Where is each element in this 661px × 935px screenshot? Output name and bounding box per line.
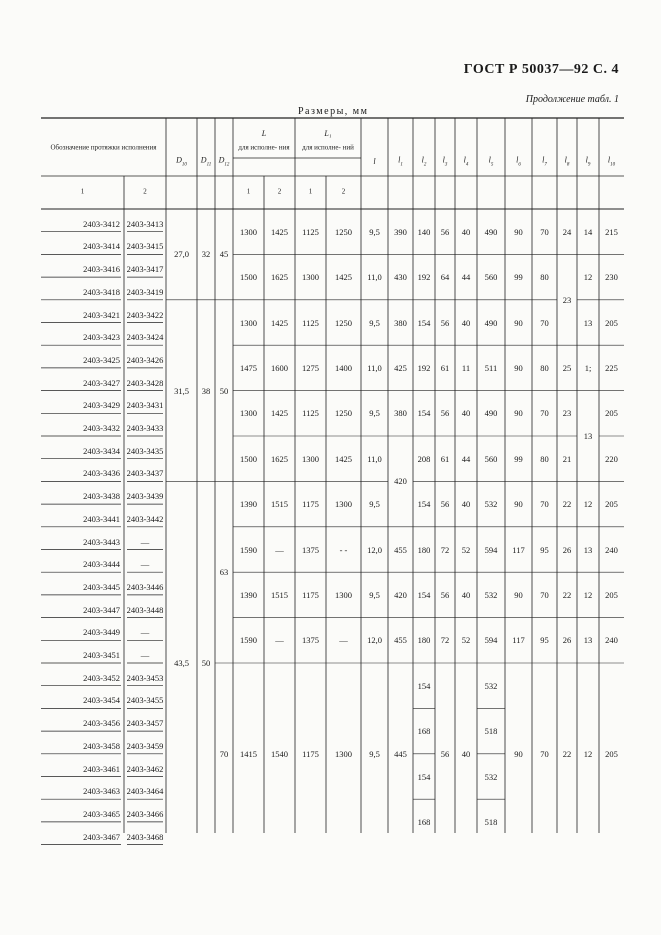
cell-l10: 205 <box>605 408 618 419</box>
cell-l5: 532 <box>484 498 498 509</box>
cell-L1_1: 1125 <box>302 226 319 237</box>
cell-l9: 13 <box>583 544 593 555</box>
cell-L_2: 1425 <box>271 226 288 237</box>
cell-l3: 72 <box>440 544 450 555</box>
header-L1-sub: для исполне- ний <box>302 143 354 152</box>
cell-l7: 70 <box>540 226 549 237</box>
header-L1: L₁ <box>324 129 332 138</box>
cell-l2: 154 <box>417 498 431 509</box>
cell-l1: 420 <box>394 589 407 600</box>
cell-L_2: — <box>275 635 284 646</box>
designation-1: 2403-3444 <box>83 558 120 569</box>
cell-l1: 445 <box>394 748 407 759</box>
designation-2: — <box>140 627 150 638</box>
cell-l6: 90 <box>514 589 523 600</box>
cell-L_2: — <box>275 544 284 555</box>
cell-L1_2: 1250 <box>335 408 352 419</box>
cell-l3: 56 <box>440 498 450 509</box>
units-caption: Размеры, мм <box>298 106 369 117</box>
cell-L_1: 1300 <box>240 226 257 237</box>
cell-L_1: 1590 <box>240 635 257 646</box>
header-D12: $D_{12}$ <box>218 155 230 168</box>
cell-l6: 90 <box>514 748 523 759</box>
designation-2: 2403-3453 <box>126 672 164 683</box>
cell-L1_2: 1300 <box>335 498 352 509</box>
cell-l1: 380 <box>394 317 407 328</box>
cell-l6: 90 <box>514 226 523 237</box>
cell-l4: 40 <box>461 226 471 237</box>
designation-2: 2403-3442 <box>126 513 164 524</box>
designation-2: 2403-3431 <box>126 400 164 411</box>
cell-l: 9,5 <box>369 226 380 237</box>
designation-2: 2403-3417 <box>126 263 164 274</box>
cell-l4: 40 <box>461 408 471 419</box>
cell-L1_1: 1300 <box>302 453 319 464</box>
header-l10: $l_{10}$ <box>607 155 616 168</box>
cell-L_1: 1500 <box>240 271 257 282</box>
cell-l: 9,5 <box>369 498 380 509</box>
cell-L1_2: 1250 <box>335 317 352 328</box>
cell-L_1: 1590 <box>240 544 257 555</box>
designation-1: 2403-3443 <box>83 536 120 547</box>
cell-L_1: 1475 <box>240 362 257 373</box>
cell-l10: 240 <box>605 635 618 646</box>
cell-l9: 12 <box>583 271 593 282</box>
cell-L1_1: 1375 <box>302 544 319 555</box>
designation-1: 2403-3434 <box>83 445 120 456</box>
cell-L_1: 1500 <box>240 453 257 464</box>
cell-l8: 24 <box>562 226 572 237</box>
cell-l6: 90 <box>514 498 523 509</box>
cell-l5: 532 <box>484 771 498 782</box>
page-header: ГОСТ Р 50037—92 С. 4 <box>463 62 619 77</box>
cell-l7: 95 <box>540 544 549 555</box>
designation-1: 2403-3451 <box>83 649 120 660</box>
cell-l5: 532 <box>484 589 498 600</box>
cell-l10: 225 <box>605 362 618 373</box>
header-l9: $l_9$ <box>585 155 591 168</box>
designation-2: 2403-3433 <box>126 422 164 433</box>
designation-1: 2403-3438 <box>83 490 120 501</box>
cell-l10: 205 <box>605 748 618 759</box>
cell-l4: 44 <box>461 453 471 464</box>
cell-L1_2: 1300 <box>335 748 352 759</box>
table-continuation-note: Продолжение табл. 1 <box>525 94 619 105</box>
cell-l3: 64 <box>440 271 450 282</box>
cell-l10: 205 <box>605 317 618 328</box>
designation-2: 2403-3439 <box>126 490 164 501</box>
designation-2: 2403-3466 <box>126 808 164 819</box>
header-L1-1: 1 <box>308 187 313 196</box>
cell-l8: 25 <box>562 362 572 373</box>
designation-1: 2403-3414 <box>83 241 120 252</box>
designation-1: 2403-3441 <box>83 513 120 524</box>
designation-1: 2403-3447 <box>83 604 120 615</box>
cell-l7: 80 <box>540 362 549 373</box>
cell-L_2: 1600 <box>271 362 288 373</box>
designation-2: 2403-3424 <box>126 331 164 342</box>
header-l1: $l_1$ <box>398 155 403 168</box>
cell-L1_1: 1175 <box>302 748 319 759</box>
header-l8: $l_8$ <box>564 155 570 168</box>
cell-D12: 70 <box>219 748 229 759</box>
designation-1: 2403-3421 <box>83 309 120 320</box>
cell-l5: 490 <box>484 317 498 328</box>
cell-L1_2: — <box>339 635 348 646</box>
designation-2: 2403-3448 <box>126 604 164 615</box>
designation-1: 2403-3449 <box>83 627 120 638</box>
cell-L1_2: 1400 <box>335 362 352 373</box>
designation-2: 2403-3457 <box>126 717 164 728</box>
designation-1: 2403-3461 <box>83 763 120 774</box>
cell-l1: 425 <box>394 362 407 373</box>
cell-l5: 511 <box>484 362 498 373</box>
header-L-1: 1 <box>246 187 251 196</box>
cell-l: 11,0 <box>367 362 382 373</box>
cell-l7: 70 <box>540 317 549 328</box>
cell-L1_1: 1125 <box>302 317 319 328</box>
cell-l2: 180 <box>417 635 431 646</box>
cell-l1: 390 <box>394 226 407 237</box>
cell-l2: 154 <box>417 408 431 419</box>
cell-l5: 594 <box>484 635 498 646</box>
cell-l7: 70 <box>540 589 549 600</box>
cell-L_2: 1625 <box>271 453 288 464</box>
header-l3: $l_3$ <box>442 155 448 168</box>
cell-L_2: 1425 <box>271 408 288 419</box>
cell-D10: 31,5 <box>174 385 189 396</box>
cell-L1_1: 1175 <box>302 498 319 509</box>
cell-D12: 45 <box>219 249 229 260</box>
designation-1: 2403-3445 <box>83 581 120 592</box>
cell-L1_2: 1250 <box>335 226 352 237</box>
designation-1: 2403-3423 <box>83 331 120 342</box>
cell-l: 9,5 <box>369 408 380 419</box>
cell-l6: 90 <box>514 317 523 328</box>
cell-L1_1: 1275 <box>302 362 319 373</box>
designation-2: 2403-3428 <box>126 377 164 388</box>
cell-l8: 23 <box>562 294 572 305</box>
designation-2: — <box>140 649 150 660</box>
header-col-2: 2 <box>143 187 147 196</box>
cell-l6: 99 <box>514 271 523 282</box>
designation-2: 2403-3426 <box>126 354 164 365</box>
cell-l5: 532 <box>484 680 498 691</box>
cell-D10: 27,0 <box>174 249 189 260</box>
cell-D10: 43,5 <box>174 657 189 668</box>
cell-l9: 13 <box>583 317 593 328</box>
cell-D11: 38 <box>201 385 211 396</box>
cell-l: 9,5 <box>369 748 380 759</box>
cell-l7: 70 <box>540 748 549 759</box>
cell-l10: 240 <box>605 544 618 555</box>
designation-2: 2403-3468 <box>126 831 164 842</box>
cell-l1: 380 <box>394 408 407 419</box>
cell-L1_1: 1300 <box>302 271 319 282</box>
cell-L1_2: 1300 <box>335 589 352 600</box>
cell-l7: 70 <box>540 408 549 419</box>
cell-L1_2: 1425 <box>335 271 352 282</box>
cell-L_1: 1300 <box>240 317 257 328</box>
cell-l2: 192 <box>417 271 431 282</box>
designation-1: 2403-3412 <box>83 218 120 229</box>
cell-l8: 21 <box>562 453 572 464</box>
cell-l9: 14 <box>583 226 593 237</box>
designation-2: 2403-3455 <box>126 695 164 706</box>
designation-1: 2403-3416 <box>83 263 120 274</box>
cell-L_2: 1540 <box>271 748 288 759</box>
designation-2: 2403-3462 <box>126 763 164 774</box>
cell-l10: 205 <box>605 589 618 600</box>
cell-L_2: 1625 <box>271 271 288 282</box>
cell-L_2: 1515 <box>271 589 288 600</box>
header-l5: $l_5$ <box>488 155 494 168</box>
cell-l8: 23 <box>562 408 572 419</box>
cell-l6: 90 <box>514 408 523 419</box>
cell-l3: 56 <box>440 317 450 328</box>
header-L1-2: 2 <box>341 187 346 196</box>
cell-D11: 32 <box>201 249 211 260</box>
header-L-sub: для исполне- ния <box>238 143 290 152</box>
cell-D12: 50 <box>219 385 229 396</box>
cell-l1: 430 <box>394 271 407 282</box>
cell-L_2: 1515 <box>271 498 288 509</box>
cell-l4: 40 <box>461 748 471 759</box>
cell-L_2: 1425 <box>271 317 288 328</box>
cell-l9: 12 <box>583 748 593 759</box>
header-D11: $D_{11}$ <box>200 155 212 168</box>
header-D10: $D_{10}$ <box>176 155 187 168</box>
designation-1: 2403-3452 <box>83 672 120 683</box>
cell-l3: 56 <box>440 408 450 419</box>
header-l: l <box>373 157 376 166</box>
cell-l9: 13 <box>583 635 593 646</box>
cell-L_1: 1415 <box>240 748 257 759</box>
designation-1: 2403-3456 <box>83 717 120 728</box>
cell-l7: 95 <box>540 635 549 646</box>
cell-l3: 61 <box>440 362 450 373</box>
cell-l6: 117 <box>512 635 525 646</box>
header-l4: $l_4$ <box>463 155 469 168</box>
designation-1: 2403-3454 <box>83 695 120 706</box>
cell-L1_2: - - <box>339 544 348 555</box>
cell-l3: 61 <box>440 453 450 464</box>
dimensions-table <box>41 118 624 842</box>
cell-l4: 40 <box>461 589 471 600</box>
cell-l10: 220 <box>605 453 618 464</box>
cell-l4: 40 <box>461 317 471 328</box>
designation-2: 2403-3435 <box>126 445 164 456</box>
designation-1: 2403-3436 <box>83 468 120 479</box>
cell-l8: 22 <box>562 498 572 509</box>
cell-l8: 22 <box>562 748 572 759</box>
cell-l9: 13 <box>583 430 593 441</box>
designation-2: 2403-3459 <box>126 740 164 751</box>
cell-l2: 180 <box>417 544 431 555</box>
designation-1: 2403-3427 <box>83 377 120 388</box>
cell-l4: 52 <box>461 635 471 646</box>
designation-2: 2403-3437 <box>126 468 164 479</box>
designation-1: 2403-3429 <box>83 400 120 411</box>
header-col-1: 1 <box>80 187 85 196</box>
cell-L_1: 1390 <box>240 589 257 600</box>
cell-l10: 215 <box>605 226 618 237</box>
cell-l: 11,0 <box>367 453 382 464</box>
designation-2: 2403-3446 <box>126 581 164 592</box>
cell-l6: 117 <box>512 544 525 555</box>
cell-l4: 44 <box>461 271 471 282</box>
cell-l5: 560 <box>484 453 498 464</box>
cell-l1: 420 <box>394 476 407 487</box>
designation-1: 2403-3432 <box>83 422 120 433</box>
designation-2: 2403-3422 <box>126 309 164 320</box>
cell-L_1: 1390 <box>240 498 257 509</box>
cell-l10: 205 <box>605 498 618 509</box>
cell-l5: 594 <box>484 544 498 555</box>
cell-l3: 56 <box>440 226 450 237</box>
designation-2: 2403-3415 <box>126 241 164 252</box>
cell-l5: 518 <box>484 725 498 736</box>
cell-l1: 455 <box>394 544 407 555</box>
cell-L1_2: 1425 <box>335 453 352 464</box>
cell-l2: 192 <box>417 362 431 373</box>
cell-l3: 56 <box>440 589 450 600</box>
cell-l5: 490 <box>484 226 498 237</box>
designation-2: 2403-3413 <box>126 218 164 229</box>
designation-1: 2403-3458 <box>83 740 120 751</box>
cell-l: 11,0 <box>367 271 382 282</box>
cell-l9: 12 <box>583 589 593 600</box>
cell-l9: 1; <box>584 362 592 373</box>
header-l6: $l_6$ <box>516 155 521 168</box>
header-L: L <box>261 129 267 138</box>
designation-1: 2403-3465 <box>83 808 120 819</box>
cell-l9: 12 <box>583 498 593 509</box>
cell-L1_1: 1375 <box>302 635 319 646</box>
cell-l7: 80 <box>540 453 549 464</box>
cell-l5: 518 <box>484 816 498 827</box>
cell-l6: 90 <box>514 362 523 373</box>
cell-l8: 26 <box>562 544 572 555</box>
header-l2: $l_2$ <box>421 155 427 168</box>
header-l7: $l_7$ <box>542 155 547 168</box>
designation-2: 2403-3464 <box>126 785 164 796</box>
cell-l4: 40 <box>461 498 471 509</box>
designation-1: 2403-3425 <box>83 354 120 365</box>
cell-l8: 26 <box>562 635 572 646</box>
cell-D12: 63 <box>219 566 229 577</box>
cell-l: 9,5 <box>369 317 380 328</box>
header-designation: Обозначение протяжки исполнения <box>50 143 157 152</box>
cell-l8: 22 <box>562 589 572 600</box>
cell-L1_1: 1175 <box>302 589 319 600</box>
cell-L_1: 1300 <box>240 408 257 419</box>
cell-D11: 50 <box>201 657 211 668</box>
cell-l4: 52 <box>461 544 471 555</box>
designation-2: — <box>140 558 150 569</box>
designation-2: — <box>140 536 150 547</box>
cell-l3: 72 <box>440 635 450 646</box>
cell-l2: 208 <box>417 453 431 464</box>
cell-l: 9,5 <box>369 589 380 600</box>
cell-l2: 154 <box>417 589 431 600</box>
designation-1: 2403-3418 <box>83 286 120 297</box>
header-L-2: 2 <box>277 187 282 196</box>
cell-l2: 168 <box>417 816 431 827</box>
cell-l2: 154 <box>417 771 431 782</box>
cell-l: 12,0 <box>367 544 382 555</box>
cell-l4: 11 <box>461 362 471 373</box>
cell-l7: 70 <box>540 498 549 509</box>
cell-l2: 168 <box>417 725 431 736</box>
cell-l3: 56 <box>440 748 450 759</box>
cell-L1_1: 1125 <box>302 408 319 419</box>
cell-l6: 99 <box>514 453 523 464</box>
cell-l1: 455 <box>394 635 407 646</box>
cell-l10: 230 <box>605 271 618 282</box>
designation-1: 2403-3467 <box>83 831 120 842</box>
cell-l: 12,0 <box>367 635 382 646</box>
cell-l2: 140 <box>417 226 431 237</box>
designation-1: 2403-3463 <box>83 785 120 796</box>
cell-l2: 154 <box>417 317 431 328</box>
cell-l7: 80 <box>540 271 549 282</box>
cell-l5: 490 <box>484 408 498 419</box>
cell-l5: 560 <box>484 271 498 282</box>
cell-l2: 154 <box>417 680 431 691</box>
designation-2: 2403-3419 <box>126 286 164 297</box>
